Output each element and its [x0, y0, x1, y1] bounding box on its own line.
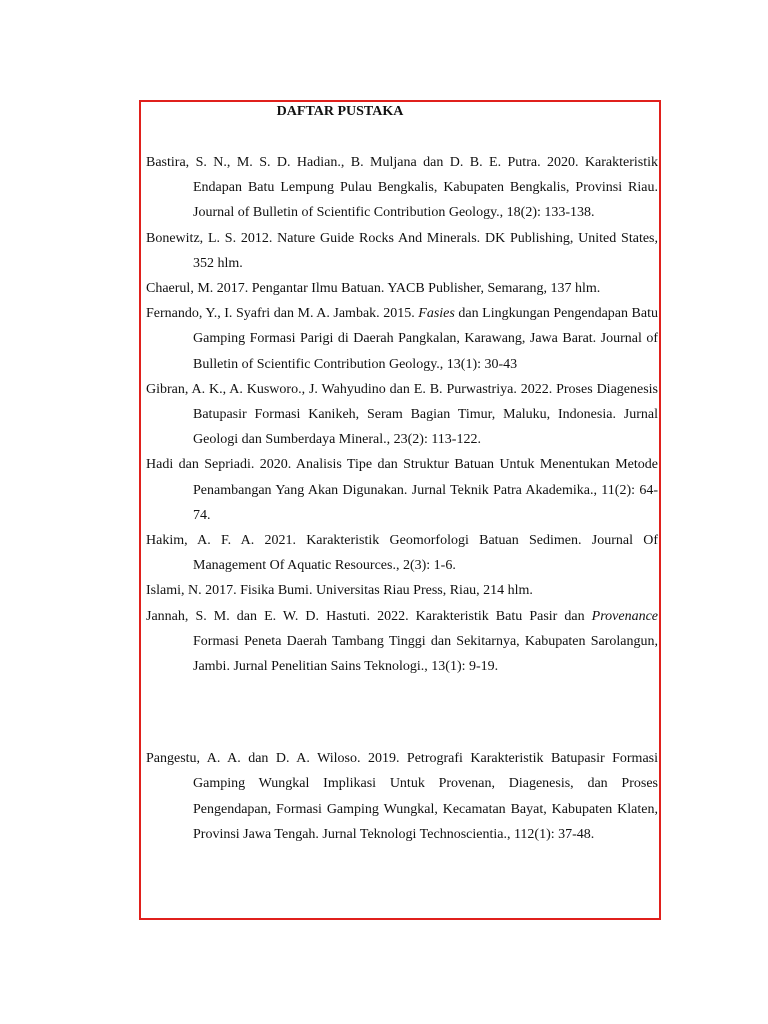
reference-text: Bastira, S. N., M. S. D. Hadian., B. Muljana dan D. B. E. Putra. 2020. Karakteristik Endapan Batu Lempung Pulau Bengkalis, Kabupaten Bengkalis, Provinsi Riau. Journal of Bulletin of Scientific Contribution Geology., 18(2): 133-138.	[146, 155, 658, 221]
reference-text: Islami, N. 2017. Fisika Bumi. Universitas Riau Press, Riau, 214 hlm.	[146, 583, 533, 599]
page-title: DAFTAR PUSTAKA	[276, 104, 404, 119]
spacer	[146, 679, 658, 746]
reference-entry	[146, 578, 658, 603]
reference-entry	[146, 528, 658, 578]
reference-text: Hadi dan Sepriadi. 2020. Analisis Tipe dan Struktur Batuan Untuk Menentukan Metode Penambangan Yang Akan Digunakan. Jurnal Teknik Patra Akademika., 11(2): 64-74.	[146, 457, 658, 523]
reference-text-before: Fernando, Y., I. Syafri dan M. A. Jambak. 2015.	[146, 306, 419, 322]
reference-entry	[146, 746, 658, 847]
reference-text: Pangestu, A. A. dan D. A. Wiloso. 2019. Petrografi Karakteristik Batupasir Formasi Gamping Wungkal Implikasi Untuk Provenan, Diagenesis, dan Proses Pengendapan, Formasi Gamping Wungkal, Kecamatan Bayat, Kabupaten Klaten, Provinsi Jawa Tengah. Jurnal Teknologi Technoscientia., 112(1): 37-48.	[146, 751, 658, 842]
reference-list	[146, 150, 658, 847]
reference-entry	[146, 452, 658, 528]
reference-entry	[146, 377, 658, 453]
reference-entry	[146, 150, 658, 226]
reference-entry	[146, 226, 658, 276]
reference-text: Gibran, A. K., A. Kusworo., J. Wahyudino dan E. B. Purwastriya. 2022. Proses Diagenesis Batupasir Formasi Kanikeh, Seram Bagian Timur, Maluku, Indonesia. Jurnal Geologi dan Sumberdaya Mineral., 23(2): 113-122.	[146, 381, 658, 448]
reference-text-after: dan Lingkungan Pengendapan Batu Gamping Formasi Parigi di Daerah Pangkalan, Karawang, Jawa Barat. Journal of Bulletin of Scientific Contribution Geology., 13(1): 30-43	[193, 306, 659, 372]
reference-italic-term: Fasies	[418, 306, 455, 322]
reference-entry	[146, 604, 658, 680]
reference-text-before: Jannah, S. M. dan E. W. D. Hastuti. 2022. Karakteristik Batu Pasir dan	[146, 608, 592, 624]
reference-text: Bonewitz, L. S. 2012. Nature Guide Rocks And Minerals. DK Publishing, United States, 352 hlm.	[146, 230, 658, 271]
reference-text: Hakim, A. F. A. 2021. Karakteristik Geomorfologi Batuan Sedimen. Journal Of Management Of Aquatic Resources., 2(3): 1-6.	[146, 533, 658, 574]
reference-italic-term: Provenance	[591, 608, 658, 624]
reference-entry	[146, 276, 658, 301]
reference-text-after: Formasi Peneta Daerah Tambang Tinggi dan Sekitarnya, Kabupaten Sarolangun, Jambi. Jurnal Penelitian Sains Teknologi., 13(1): 9-19.	[193, 633, 658, 675]
reference-text: Chaerul, M. 2017. Pengantar Ilmu Batuan. YACB Publisher, Semarang, 137 hlm.	[146, 281, 601, 297]
reference-entry	[146, 301, 658, 377]
